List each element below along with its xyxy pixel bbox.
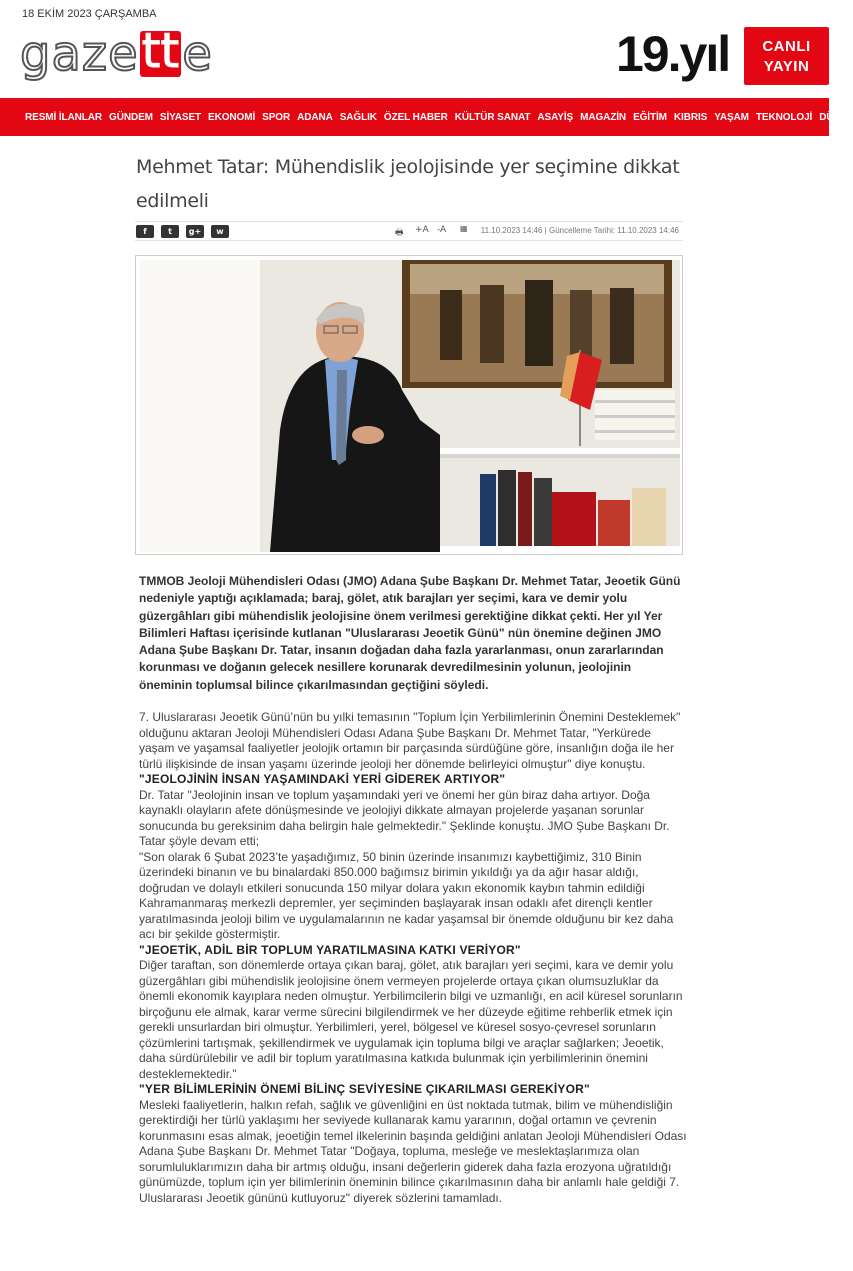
nav-item-kultur-sanat[interactable]: KÜLTÜR SANAT [454, 111, 531, 123]
googleplus-share-icon[interactable]: g+ [186, 225, 204, 238]
nav-item-asayis[interactable]: ASAYİŞ [537, 111, 574, 123]
nav-item-saglik[interactable]: SAĞLIK [339, 111, 377, 123]
article-toolbar [135, 221, 683, 241]
nav-item-spor[interactable]: SPOR [262, 111, 291, 123]
article-subheading: "JEOLOJİNİN İNSAN YAŞAMINDAKİ YERİ GİDEREK ARTIYOR" [139, 772, 506, 786]
main-nav [0, 98, 853, 136]
article-paragraph: "Son olarak 6 Şubat 2023’te yaşadığımız, 50 binin üzerinde insanımızı kaybettiğimiz, 310 Binin üzerindeki binanın ve bu binalardaki 850.000 bağımsız birimin yıkıldığı ya da ağır hasar aldığı, doğrudan ve dolaylı etkileri sonucunda 150 milyar dolara yakın ekonomik kaybın tahmin edildiği Kahramanmaraş merkezli depremler, yer seçiminden başlayarak insan odaklı afet dirençli kentler yaratılmasında jeoloji bilim ve uygulamalarının ne kadar yaşamsal bir önemde olduğunu bir kez daha acı bir şekilde göstermiştir. [139, 849, 674, 941]
article-body [139, 710, 687, 1206]
live-broadcast-button[interactable] [744, 27, 829, 85]
font-increase-button[interactable]: +A [415, 225, 429, 235]
article-lead: TMMOB Jeoloji Mühendisleri Odası (JMO) Adana Şube Başkanı Dr. Mehmet Tatar, Jeoetik Günü nedeniyle yaptığı açıklamada; baraj, gölet, atık barajları yer seçimi, kara ve demir yolu güzergâhları gibi mühendislik jeolojisine önem verilmesi gerektiğine dikkat çekti. Her yıl Yer Bilimleri Haftası içerisinde kutlanan "Uluslararası Jeoetik Günü" nün önemine değinen JMO Adana Şube Başkanı Dr. Tatar, insanın doğadan daha fazla yararlanması, onun zararlarından korunması ve doğanın gelecek nesillere korunarak devredilmesinin yolunun, jeolojinin öneminin toplumsal bilince çıkarılmasından geçtiğini söyledi. [139, 574, 681, 692]
nav-item-siyaset[interactable]: SİYASET [159, 111, 202, 123]
twitter-share-icon[interactable]: t [161, 225, 179, 238]
nav-item-dunya[interactable]: DÜNYA [819, 111, 853, 123]
nav-item-kibris[interactable]: KIBRIS [673, 111, 708, 123]
anniversary-badge: 19.yıl [616, 26, 730, 82]
font-decrease-button[interactable]: -A [437, 225, 447, 235]
nav-item-yasam[interactable]: YAŞAM [714, 111, 749, 123]
nav-item-adana[interactable]: ADANA [297, 111, 333, 123]
site-logo[interactable] [20, 23, 212, 82]
nav-item-ekonomi[interactable]: EKONOMİ [208, 111, 256, 123]
article-paragraph: 7. Uluslararası Jeoetik Günü’nün bu yılki temasının "Toplum İçin Yerbilimlerinin Önemini Desteklemek" olduğunu aktaran Jeoloji Mühendisleri Odası Adana Şube Başkanı Dr. Mehmet Tatar, "Yerkürede yaşam ve yaşamsal faaliyetler jeolojik ortamın bir parçasında sürdüğüne göre, insanlığın doğa ile her türlü ilişkisinde de insan yaşamı üzerinde jeoloji her dönemde belirleyici olmuştur" diye konuştu. [139, 710, 681, 771]
article-paragraph: Mesleki faaliyetlerin, halkın refah, sağlık ve güvenliğini en üst noktada tutmak, bilim ve mühendisliğin gerektirdiği her türlü yaklaşımı her seviyede kullanarak kamu yararının, doğal ortamın ve çevrenin korunmasını esas almak, jeoetiğin temel ilkelerinin başında geldiğini anlatan Jeoloji Mühendisleri Odası Adana Şube Başkanı Dr. Mehmet Tatar "Doğaya, topluma, mesleğe ve meslektaşlarımıza olan sorumluluklarımızın daha bir artmış olduğu, insani değerlerin giderek daha fazla erozyona uğratıldığı günümüzde, toplum için yer bilimlerinin öneminin bilince çıkarılmasının daha bir anlamlı hale geldiği 7. Uluslararası Jeoetik gününü kutluyoruz" diyerek sözlerini tamamladı. [139, 1097, 687, 1205]
logo-text-2: tt [141, 23, 180, 79]
live-label-1: CANLI [762, 38, 811, 55]
logo-text-3: e [182, 26, 212, 82]
article-subheading: "JEOETİK, ADİL BİR TOPLUM YARATILMASINA KATKI VERİYOR" [139, 942, 521, 957]
logo-text-1: gaze [20, 26, 139, 82]
facebook-share-icon[interactable]: f [136, 225, 154, 238]
print-icon[interactable]: 🖶 [395, 228, 404, 238]
article-dates: 11.10.2023 14:46 | Güncelleme Tarihi: 11.10.2023 14:46 [480, 226, 679, 235]
nav-item-teknoloji[interactable]: TEKNOLOJİ [755, 111, 813, 123]
nav-item-resmi-ilanlar[interactable]: RESMİ İLANLAR [25, 111, 103, 123]
header-date: 18 EKİM 2023 ÇARŞAMBA [22, 8, 157, 20]
article-photo[interactable] [135, 255, 683, 555]
live-label-2: YAYIN [763, 58, 810, 75]
nav-item-magazin[interactable]: MAGAZİN [580, 111, 627, 123]
calendar-icon: ▦ [460, 224, 468, 233]
article-paragraph: Diğer taraftan, son dönemlerde ortaya çıkan baraj, gölet, atık barajları yeri seçimi, kara ve demir yolu güzergâhları gibi mühendislik jeolojisine önem vermeyen projelerde ortaya çıkan olumsuzluklar da önemli ekonomik kayıplara neden olmuştur. Yerbilimcilerin bilgi ve uzmanlığı, en acil küresel sorunların birçoğunu ele almak, karar verme sürecini bilgilendirmek ve her düzeyde eğitime rehberlik etmek için gerekli unsurlardan biri olmuştur. Yerbilimleri, yerel, bölgesel ve küresel sosyo-çevresel sorunların çözümlerini tartışmak, şekillendirmek ve uygulamak için topluma bilgi ve araçlar sağlarken; Jeoetik, daha sürdürülebilir ve adil bir toplum yaratılmasına katkıda bulunmak için yerbilimlerinin önemini desteklemektedir." [139, 958, 683, 1081]
nav-item-ozel-haber[interactable]: ÖZEL HABER [383, 111, 448, 123]
article-title: Mehmet Tatar: Mühendislik jeolojisinde yer seçimine dikkat edilmeli [136, 156, 680, 212]
nav-item-egitim[interactable]: EĞİTİM [633, 111, 667, 123]
article-subheading: "YER BİLİMLERİNİN ÖNEMİ BİLİNÇ SEVİYESİNE ÇIKARILMASI GEREKİYOR" [139, 1082, 590, 1096]
photo-illustration [140, 260, 680, 552]
whatsapp-share-icon[interactable]: w [211, 225, 229, 238]
article-paragraph: Dr. Tatar "Jeolojinin insan ve toplum yaşamındaki yeri ve önemi her gün biraz daha artıyor. Doğa kaynaklı olayların afete dönüşmesinde ve jeolojiyi dikkate almayan projelerde yaşanan sorunlar sonucunda bu gereksinim daha belirgin hale gelmektedir." Şeklinde konuştu. JMO Şube Başkanı Dr. Tatar şöyle devam etti; [139, 787, 670, 848]
nav-item-gundem[interactable]: GÜNDEM [109, 111, 153, 123]
